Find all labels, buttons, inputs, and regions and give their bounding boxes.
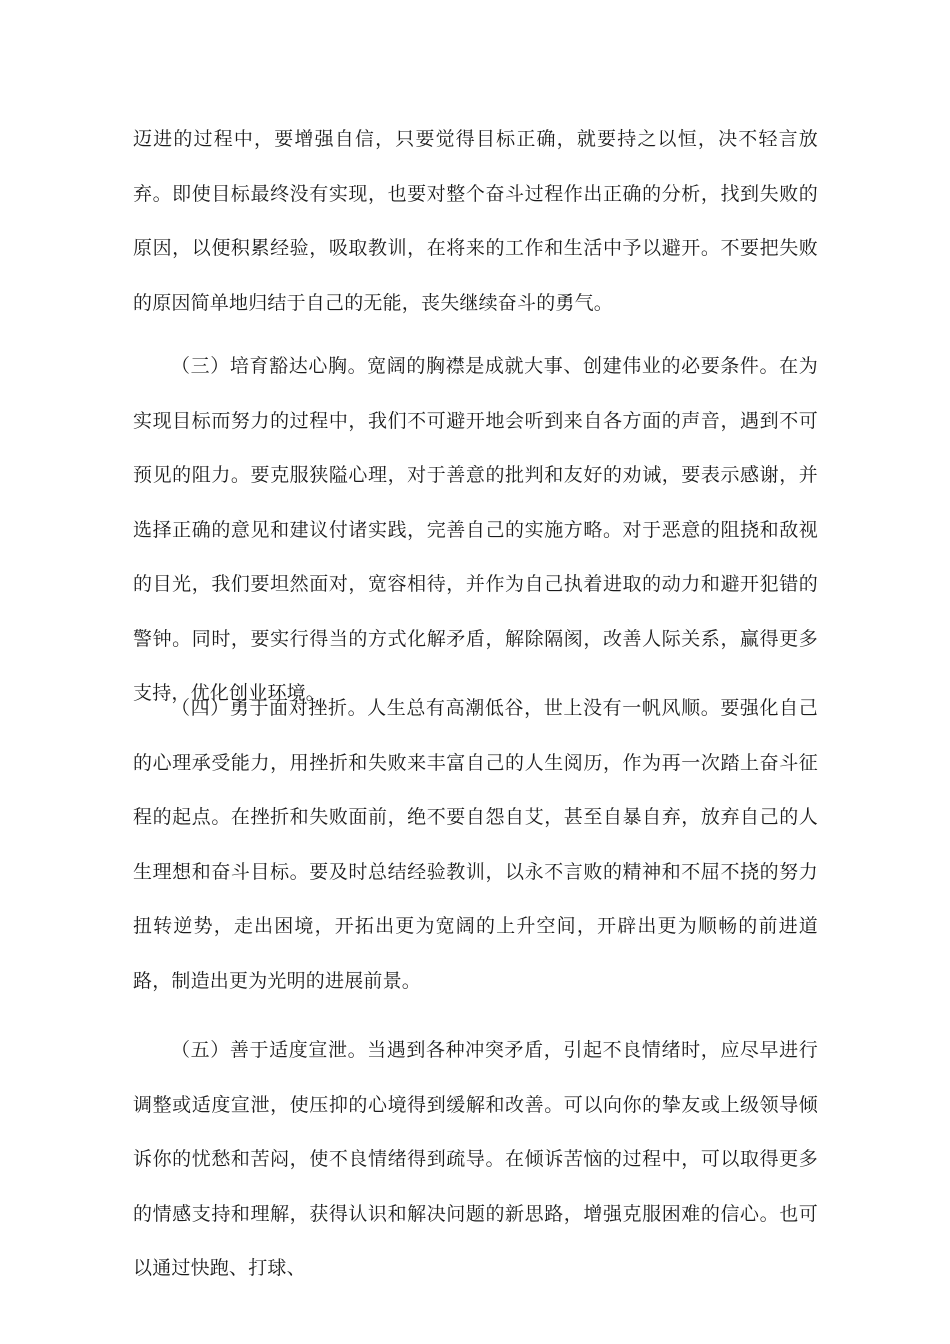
- paragraph-moderate-venting: （五）善于适度宣泄。当遇到各种冲突矛盾，引起不良情绪时，应尽早进行调整或适度宣泄，使压抑的心境得到缓解和改善。可以向你的挚友或上级领导倾诉你的忧愁和苦闷，使不良情绪得到疏导。在倾诉苦恼的过程中，可以取得更多的情感支持和理解，获得认识和解决问题的新思路，增强克服困难的信心。也可以通过快跑、打球、: [133, 1039, 818, 1279]
- paragraph-continuation: 迈进的过程中，要增强自信，只要觉得目标正确，就要持之以恒，决不轻言放弃。即使目标最终没有实现，也要对整个奋斗过程作出正确的分析，找到失败的原因，以便积累经验，吸取教训，在将来的工作和生活中予以避开。不要把失败的原因简单地归结于自己的无能，丧失继续奋斗的勇气。: [133, 128, 818, 314]
- paragraph-cultivate-open-mind: （三）培育豁达心胸。宽阔的胸襟是成就大事、创建伟业的必要条件。在为实现目标而努力的过程中，我们不可避开地会听到来自各方面的声音，遇到不可预见的阻力。要克服狭隘心理，对于善意的批判和友好的劝诫，要表示感谢，并选择正确的意见和建议付诸实践，完善自己的实施方略。对于恶意的阻挠和敌视的目光，我们要坦然面对，宽容相待，并作为自己执着进取的动力和避开犯错的警钟。同时，要实行得当的方式化解矛盾，解除隔阂，改善人际关系，赢得更多支持，优化创业环境。: [133, 355, 818, 704]
- paragraph-face-setbacks: （四）勇于面对挫折。人生总有高潮低谷，世上没有一帆风顺。要强化自己的心理承受能力，用挫折和失败来丰富自己的人生阅历，作为再一次踏上奋斗征程的起点。在挫折和失败面前，绝不要自怨自艾，甚至自暴自弃，放弃自己的人生理想和奋斗目标。要及时总结经验教训，以永不言败的精神和不屈不挠的努力扭转逆势，走出困境，开拓出更为宽阔的上升空间，开辟出更为顺畅的前进道路，制造出更为光明的进展前景。: [133, 697, 818, 992]
